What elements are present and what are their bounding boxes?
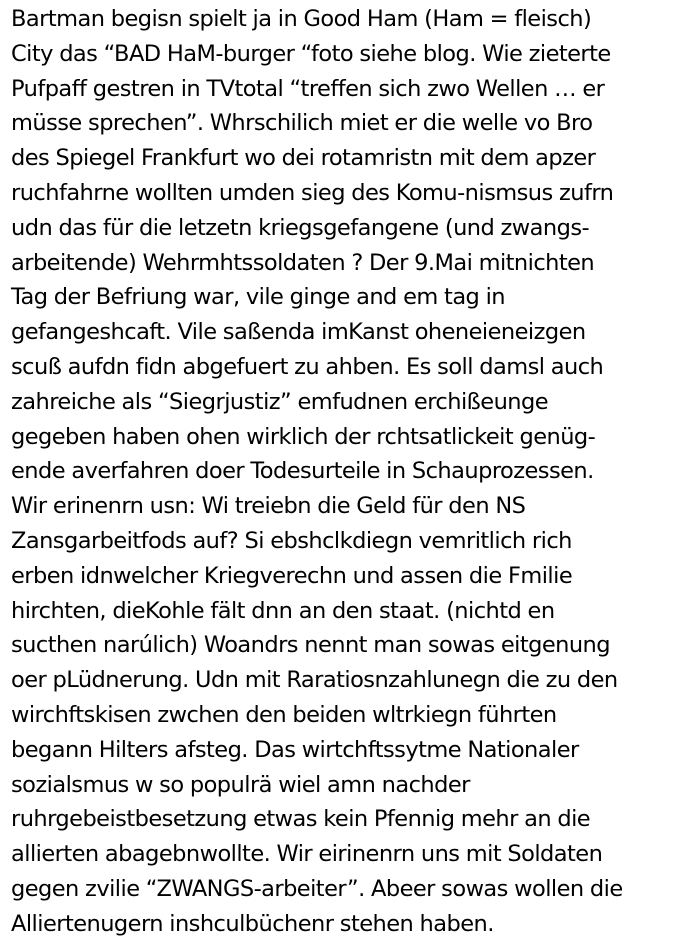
text-line: begann Hilters afsteg. Das wirtchftssytme Nationaler: [11, 736, 579, 763]
text-line: allierten abagebnwollte. Wir eirinenrn uns mit Soldaten: [11, 841, 603, 868]
text-line: udn das für die letzetn kriegsgefangene (und zwangs-: [11, 214, 590, 241]
text-line: Zansgarbeitfods auf? Si ebshclkdiegn vemritlich rich: [11, 527, 572, 554]
text-line: sozialsmus w so populrä wiel amn nachder: [11, 771, 470, 798]
text-line: ruchfahrne wollten umden sieg des Komu-nismsus zufrn: [11, 179, 614, 206]
text-line: ende averfahren doer Todesurteile in Schauprozessen.: [11, 458, 594, 485]
text-line: arbeitende) Wehrmhtssoldaten ? Der 9.Mai mitnichten: [11, 249, 595, 276]
text-line: des Spiegel Frankfurt wo dei rotamristn mit dem apzer: [11, 145, 596, 172]
text-line: scuß aufdn fidn abgefuert zu ahben. Es soll damsl auch: [11, 353, 604, 380]
text-line: hirchten, dieKohle fält dnn an den staat. (nichtd en: [11, 597, 555, 624]
text-line: oer pLüdnerung. Udn mit Raratiosnzahlunegn die zu den: [11, 667, 618, 694]
text-line: ruhrgebeistbesetzung etwas kein Pfennig mehr an die: [11, 806, 591, 833]
text-line: gegeben haben ohen wirklich der rchtsatlickeit genüg-: [11, 423, 596, 450]
text-line: Wir erinenrn usn: Wi treiebn die Geld für den NS: [11, 493, 526, 520]
text-line: zahreiche als “Siegrjustiz” emfudnen erchißeunge: [11, 388, 549, 415]
text-line: gegen zvilie “ZWANGS-arbeiter”. Abeer sowas wollen die: [11, 875, 623, 902]
text-line: City das “BAD HaM-burger “foto siehe blog. Wie zieterte: [11, 40, 611, 67]
text-line: wirchftskisen zwchen den beiden wltrkiegn führten: [11, 701, 557, 728]
text-line: erben idnwelcher Kriegverechn und assen die Fmilie: [11, 562, 573, 589]
body-text: [11, 2, 681, 942]
text-line: Pufpaff gestren in TVtotal “treffen sich zwo Wellen … er: [11, 75, 605, 102]
text-line: Alliertenugern inshculbüchenr stehen haben.: [11, 910, 494, 937]
text-line: Bartman begisn spielt ja in Good Ham (Ham = fleisch): [11, 6, 592, 32]
text-line: sucthen narúlich) Woandrs nennt man sowas eitgenung: [11, 632, 610, 659]
text-line: müsse sprechen”. Whrschilich miet er die welle vo Bro: [11, 110, 593, 137]
text-line: Tag der Befriung war, vile ginge and em tag in: [11, 284, 506, 311]
text-line: gefangeshcaft. Vile saßenda imKanst oheneieneizgen: [11, 319, 586, 346]
